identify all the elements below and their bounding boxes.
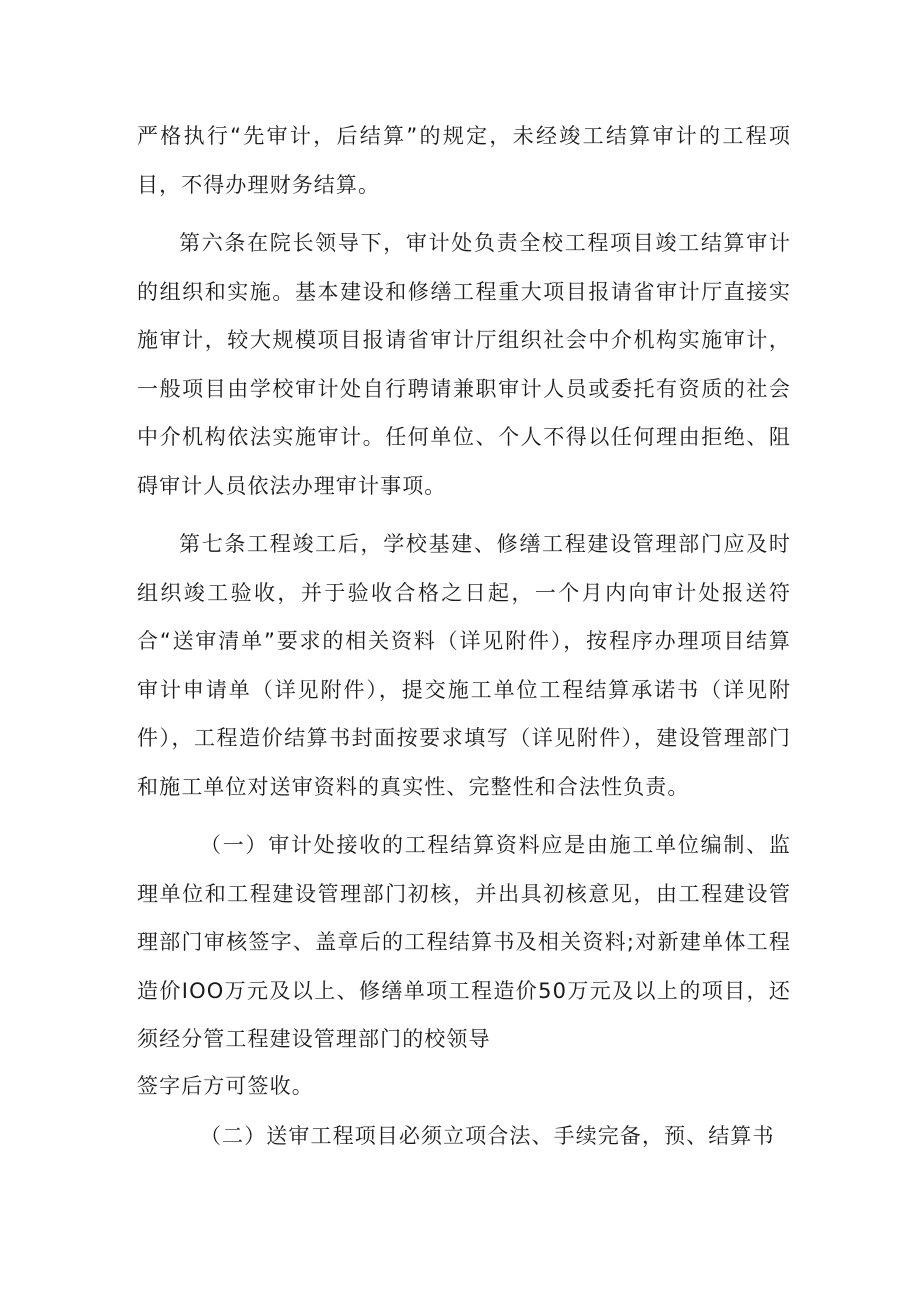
paragraph-item-1: （一）审计处接收的工程结算资料应是由施工单位编制、监理单位和工程建设管理部门初核，并出具初核意见，由工程建设管理部门审核签字、盖章后的工程结算书及相关资料;对新建单体工程造价IOO万元及以上、修缮单项工程造价50万元及以上的项目，还须经分管工程建设管理部门的校领导 bbox=[137, 833, 791, 1051]
document-body bbox=[137, 112, 791, 1160]
paragraph-continuation: 严格执行“先审计，后结算”的规定，未经竣工结算审计的工程项目，不得办理财务结算。 bbox=[137, 124, 791, 197]
paragraph-article-7: 第七条工程竣工后，学校基建、修缮工程建设管理部门应及时组织竣工验收，并于验收合格之日起，一个月内向审计处报送符合“送审清单”要求的相关资料（详见附件），按程序办理项目结算审计申请单（详见附件），提交施工单位工程结算承诺书（详见附件），工程造价结算书封面按要求填写（详见附件），建设管理部门和施工单位对送审资料的真实性、完整性和合法性负责。 bbox=[137, 532, 791, 799]
paragraph-item-2: （二）送审工程项目必须立项合法、手续完备，预、结算书 bbox=[200, 1123, 775, 1148]
paragraph-item-1-tail: 签字后方可签收。 bbox=[137, 1073, 314, 1098]
paragraph-article-6: 第六条在院长领导下，审计处负责全校工程项目竣工结算审计的组织和实施。基本建设和修缮工程重大项目报请省审计厅直接实施审计，较大规模项目报请省审计厅组织社会中介机构实施审计，一般项目由学校审计处自行聘请兼职审计人员或委托有资质的社会中介机构依法实施审计。任何单位、个人不得以任何理由拒绝、阻碍审计人员依法办理审计事项。 bbox=[137, 231, 791, 498]
